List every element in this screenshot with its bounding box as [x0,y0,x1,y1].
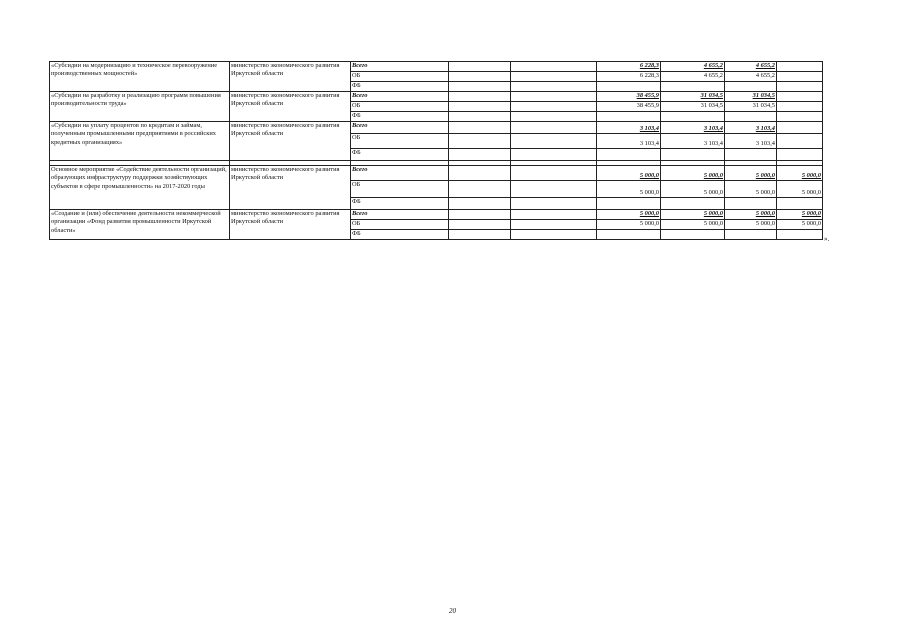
amount-cell: 38 455,9 [597,92,661,102]
amount-cell [511,210,597,220]
amount-cell [511,198,597,210]
amount-cell: 31 034,5 [661,102,725,112]
amount-cell [777,62,823,72]
table-row [50,122,823,134]
funding-source-cell: ФБ [351,82,449,92]
table-row [50,166,823,181]
amount-cell: 5 000,0 [597,166,661,181]
amount-cell [597,198,661,210]
amount-cell: 5 000,0 [777,210,823,220]
amount-cell [449,72,511,82]
amount-cell [777,82,823,92]
amount-cell [511,62,597,72]
funding-source-cell: Всего [351,92,449,102]
amount-cell [511,82,597,92]
amount-cell [777,149,823,161]
amount-cell [449,210,511,220]
amount-cell: 5 000,0 [661,210,725,220]
executor-cell: министерство экономического развития Иркутской области [230,166,351,210]
table-row [50,92,823,102]
table-row [50,62,823,72]
funding-source-cell: ФБ [351,198,449,210]
amount-cell [597,82,661,92]
amount-cell [777,112,823,122]
amount-cell: 3 103,4 [661,122,725,134]
amount-cell: 31 034,5 [725,102,777,112]
amount-cell: 31 034,5 [725,92,777,102]
amount-cell: 6 228,3 [597,72,661,82]
amount-cell [777,198,823,210]
amount-cell [449,134,511,149]
amount-cell [449,92,511,102]
amount-cell [725,230,777,240]
amount-cell [511,166,597,181]
amount-cell: 5 000,0 [597,181,661,198]
amount-cell [777,230,823,240]
amount-cell: 3 103,4 [597,134,661,149]
amount-cell [449,181,511,198]
funding-source-cell: Всего [351,210,449,220]
amount-cell: 5 000,0 [725,210,777,220]
measure-name-cell: «Субсидии на разработку и реализацию программ повышения производительности труда» [50,92,230,122]
amount-cell: 5 000,0 [777,181,823,198]
amount-cell [511,122,597,134]
amount-cell [597,149,661,161]
measure-name-cell: Основное мероприятие «Содействие деятельности организаций, образующих инфраструктуру поддержки хозяйствующих субъектов в сфере промышленности» на 2017-2020 годы [50,166,230,210]
funding-source-cell: ФБ [351,230,449,240]
executor-cell: министерство экономического развития Иркутской области [230,62,351,92]
amount-cell [449,122,511,134]
funding-source-cell: Всего [351,166,449,181]
amount-cell: 5 000,0 [661,220,725,230]
amount-cell: 5 000,0 [725,220,777,230]
amount-cell: 5 000,0 [725,181,777,198]
amount-cell [449,82,511,92]
funding-source-cell: ОБ [351,134,449,149]
measure-name-cell: «Создание и (или) обеспечение деятельности некоммерческой организации «Фонд развития промышленности Иркутской области» [50,210,230,240]
amount-cell [449,166,511,181]
amount-cell [661,198,725,210]
amount-cell [449,220,511,230]
budget-table [49,61,823,240]
amount-cell [661,149,725,161]
amount-cell [511,72,597,82]
measure-name-cell: «Субсидии на уплату процентов по кредитам и займам, полученным промышленными предприятиями в российских кредитных организациях» [50,122,230,161]
amount-cell [725,149,777,161]
amount-cell [511,149,597,161]
amount-cell [449,230,511,240]
amount-cell [777,102,823,112]
amount-cell: 31 034,5 [661,92,725,102]
amount-cell: 5 000,0 [661,166,725,181]
amount-cell: 3 103,4 [725,122,777,134]
amount-cell [511,134,597,149]
funding-source-cell: ОБ [351,102,449,112]
amount-cell [777,122,823,134]
table-body [50,62,823,240]
amount-cell [449,112,511,122]
amount-cell: 38 455,9 [597,102,661,112]
executor-cell: министерство экономического развития Иркутской области [230,210,351,240]
amount-cell [449,149,511,161]
amount-cell: 5 000,0 [777,166,823,181]
amount-cell [449,62,511,72]
amount-cell [511,92,597,102]
page-number: 20 [449,607,456,615]
amount-cell: 5 000,0 [661,181,725,198]
closing-quote-mark: ». [824,235,830,243]
funding-source-cell: Всего [351,122,449,134]
amount-cell: 3 103,4 [725,134,777,149]
funding-source-cell: Всего [351,62,449,72]
amount-cell [449,102,511,112]
amount-cell: 5 000,0 [597,220,661,230]
executor-cell: министерство экономического развития Иркутской области [230,122,351,161]
amount-cell [597,230,661,240]
amount-cell [777,72,823,82]
measure-name-cell: «Субсидии на модернизацию и техническое перевооружение производственных мощностей» [50,62,230,92]
funding-source-cell: ФБ [351,149,449,161]
amount-cell [725,198,777,210]
funding-source-cell: ОБ [351,181,449,198]
funding-source-cell: ОБ [351,72,449,82]
amount-cell [777,92,823,102]
amount-cell [511,112,597,122]
amount-cell [511,230,597,240]
amount-cell: 4 655,2 [661,62,725,72]
amount-cell [449,198,511,210]
funding-source-cell: ФБ [351,112,449,122]
amount-cell [511,181,597,198]
amount-cell [661,112,725,122]
amount-cell [661,230,725,240]
amount-cell: 5 000,0 [597,210,661,220]
amount-cell: 3 103,4 [597,122,661,134]
amount-cell [777,134,823,149]
amount-cell: 3 103,4 [661,134,725,149]
table-row [50,210,823,220]
amount-cell: 6 228,3 [597,62,661,72]
amount-cell: 4 655,2 [725,62,777,72]
amount-cell [661,82,725,92]
amount-cell [511,102,597,112]
amount-cell: 4 655,2 [725,72,777,82]
amount-cell [725,112,777,122]
amount-cell [597,112,661,122]
funding-source-cell: ОБ [351,220,449,230]
executor-cell: министерство экономического развития Иркутской области [230,92,351,122]
amount-cell: 5 000,0 [777,220,823,230]
amount-cell: 5 000,0 [725,166,777,181]
amount-cell [725,82,777,92]
amount-cell [511,220,597,230]
amount-cell: 4 655,2 [661,72,725,82]
